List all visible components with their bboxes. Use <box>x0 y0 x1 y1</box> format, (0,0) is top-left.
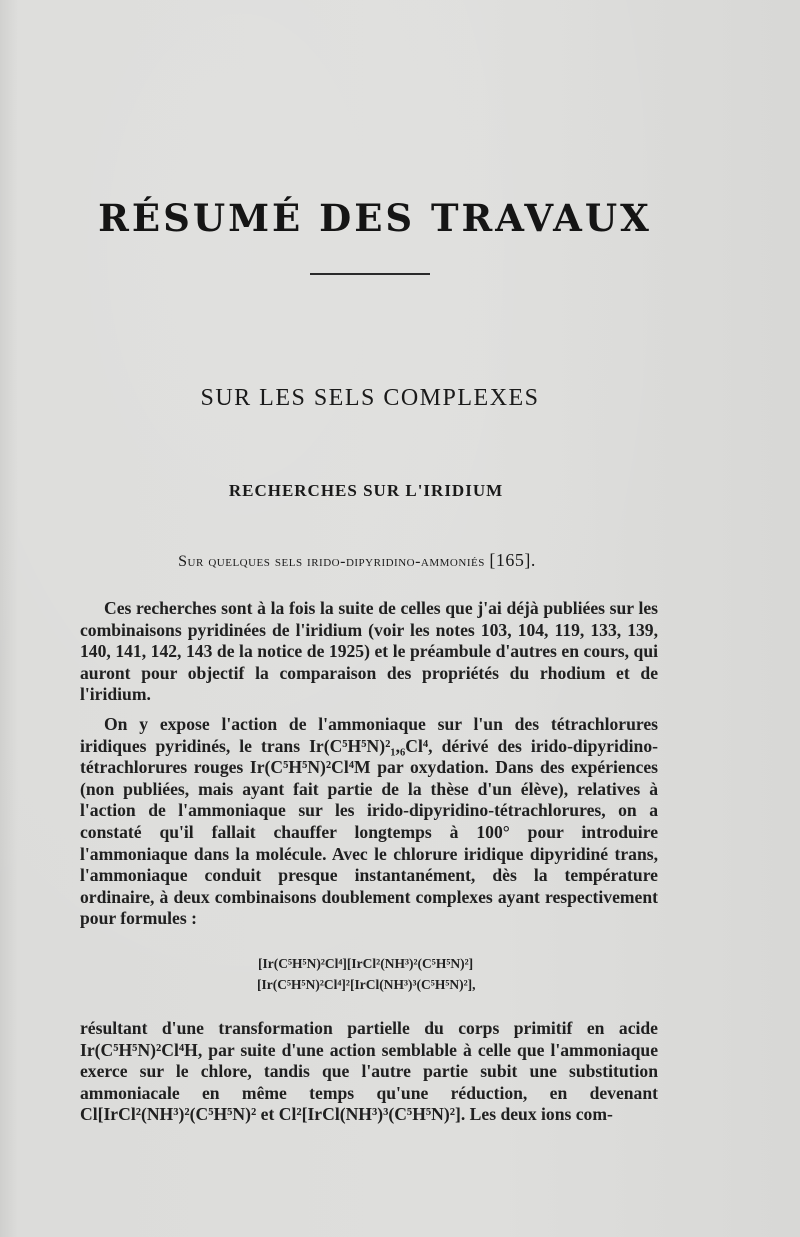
paper-reference: [165]. <box>489 550 536 570</box>
page-title: RÉSUMÉ DES TRAVAUX <box>98 196 652 240</box>
subsection-title: RECHERCHES SUR L'IRIDIUM <box>228 481 504 500</box>
paper-heading-text: Sur quelques sels irido-dipyridino-ammoniés <box>178 553 485 570</box>
body-paragraph-1: Ces recherches sont à la fois la suite de celles que j'ai déjà publiées sur les combinaisons pyridinées de l'iridium (voir les notes 103, 104, 119, 133, 139, 140, 141, 142, 143 de la notice de 1925) et le préambule d'autres en cours, qui auront pour objectif la comparaison des propriétés du rhodium et de l'iridium. <box>80 598 658 705</box>
paper-heading <box>0 550 714 571</box>
body-paragraph-2: On y expose l'action de l'ammoniaque sur l'un des tétrachlorures iridiques pyridinés, le trans Ir(C⁵H⁵N)²₁,₆Cl⁴, dérivé des irido-dipyridino-tétrachlorures rouges Ir(C⁵H⁵N)²Cl⁴M par oxydation. Dans des expériences (non publiées, mais ayant fait partie de la thèse d'un élève), relatives à l'action de l'ammoniaque sur les irido-dipyridino-tétrachlorures, on a constaté qu'il fallait chauffer longtemps à 100° pour introduire l'ammoniaque dans la molécule. Avec le chlorure iridique dipyridiné trans, l'ammoniaque conduit presque instantanément, dès la température ordinaire, à deux combinaisons doublement complexes ayant respectivement pour formules : <box>80 714 658 929</box>
section-title: SUR LES SELS COMPLEXES <box>200 385 540 411</box>
formula-2: [Ir(C⁵H⁵N)²Cl⁴]²[IrCl(NH³)³(C⁵H⁵N)²], <box>257 977 476 992</box>
title-divider <box>310 273 430 275</box>
body-paragraph-3: résultant d'une transformation partielle du corps primitif en acide Ir(C⁵H⁵N)²Cl⁴H, par suite d'une action semblable à celle que l'ammoniaque exerce sur le chlore, tandis que l'autre partie subit une substitution ammoniacale en même temps qu'une réduction, en devenant Cl[IrCl²(NH³)²(C⁵H⁵N)² et Cl²[IrCl(NH³)³(C⁵H⁵N)²]. Les deux ions com- <box>80 1018 658 1125</box>
formula-1: [Ir(C⁵H⁵N)²Cl⁴][IrCl²(NH³)²(C⁵H⁵N)²] <box>258 956 474 971</box>
